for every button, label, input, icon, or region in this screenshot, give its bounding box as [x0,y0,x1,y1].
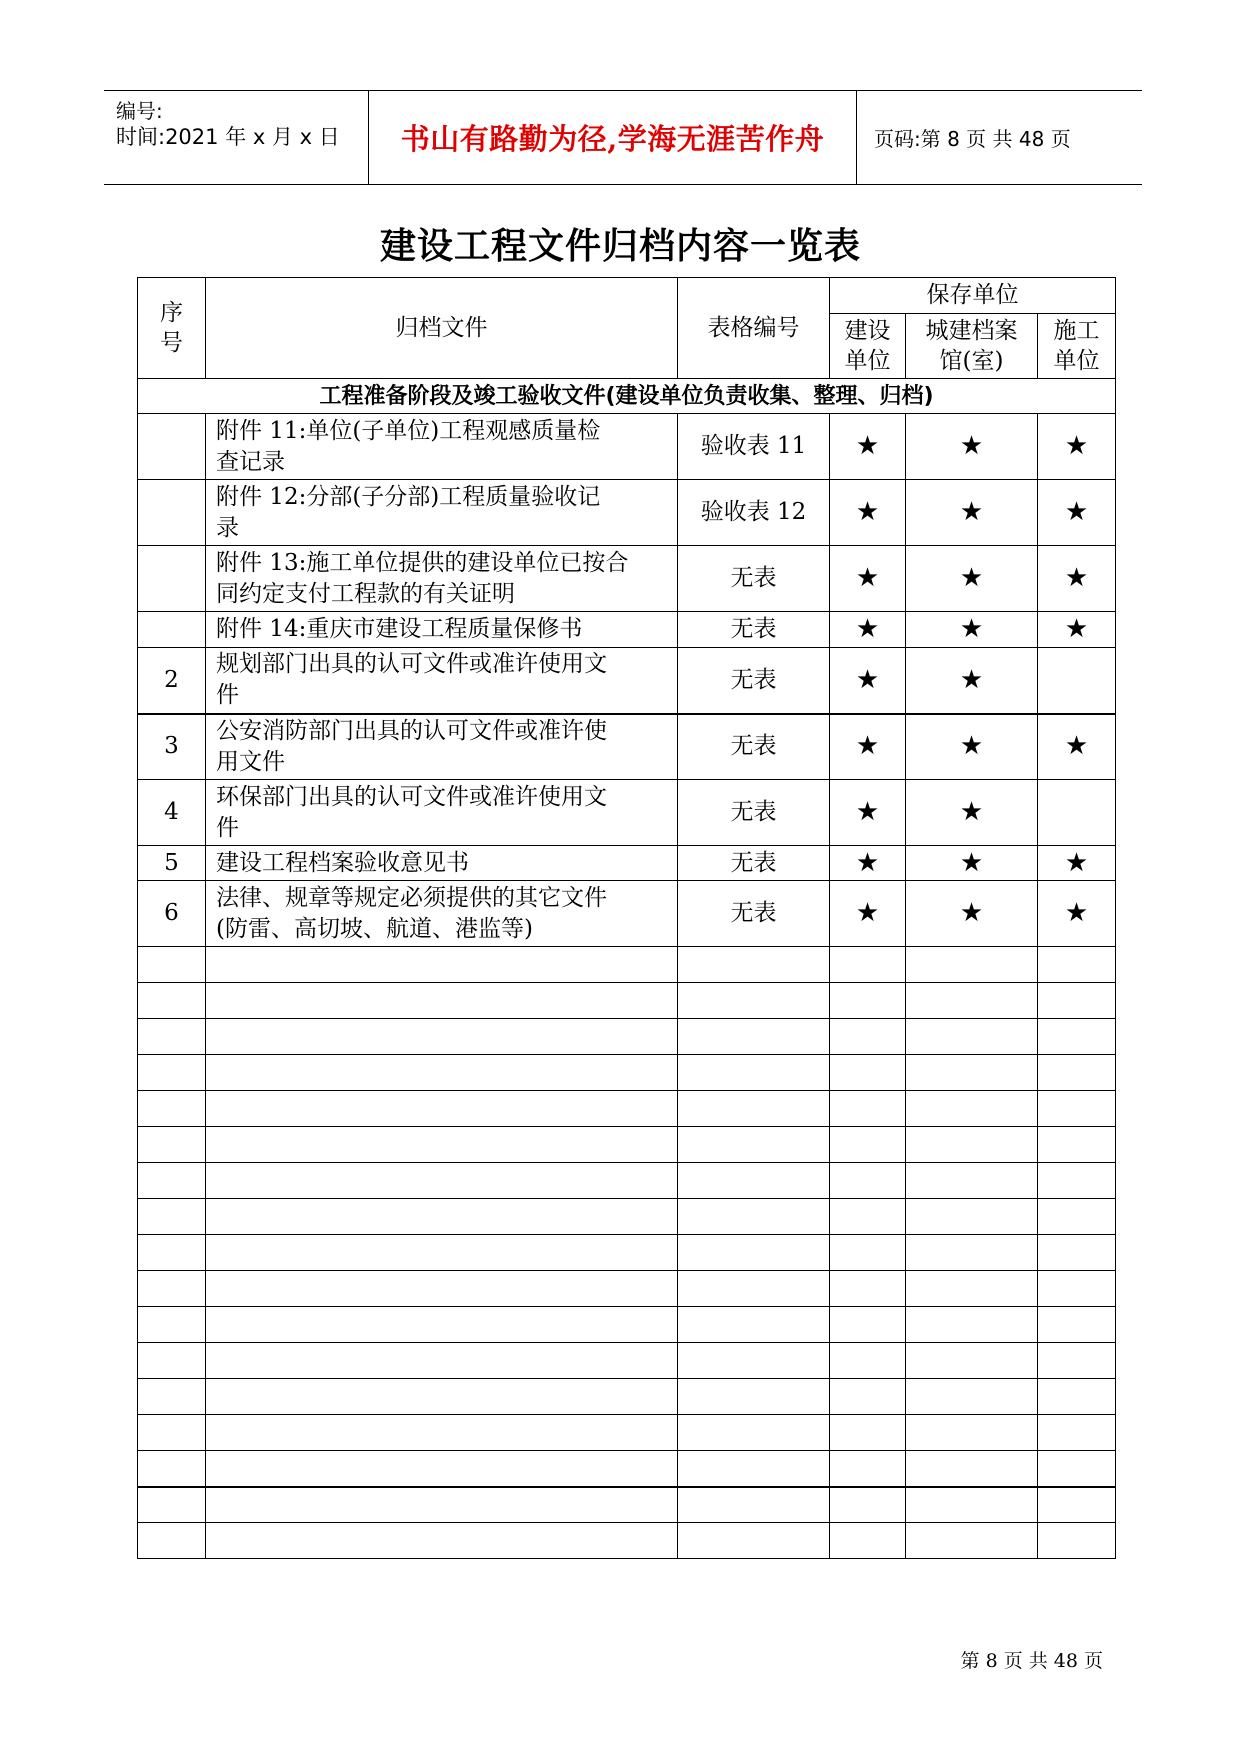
star-icon: ★ [906,648,1038,714]
star-icon: ★ [1038,881,1116,947]
row-seq [138,612,206,648]
empty-cell [906,1487,1038,1523]
star-icon: ★ [906,480,1038,546]
empty-cell [678,947,830,983]
row-doc-line1: 附件 12:分部(子分部)工程质量验收记 [216,483,601,510]
row-doc-line2: 同约定支付工程款的有关证明 [216,580,515,607]
star-icon: ★ [906,546,1038,612]
star-icon [1038,780,1116,846]
col-unit1-header [830,314,906,379]
star-icon: ★ [906,612,1038,648]
empty-cell [678,1415,830,1451]
empty-cell [138,1451,206,1487]
empty-cell [1038,1127,1116,1163]
section-row [138,379,1116,414]
empty-cell [678,1199,830,1235]
empty-cell [678,1451,830,1487]
empty-cell [906,1127,1038,1163]
row-form: 无表 [678,612,830,648]
col-unit2-line1: 城建档案 [925,318,1018,344]
empty-cell [906,1307,1038,1343]
col-seq-header [138,278,206,379]
table-row [138,648,1116,714]
empty-cell [206,1055,678,1091]
empty-cell [138,1127,206,1163]
row-form: 无表 [678,546,830,612]
row-seq: 5 [138,846,206,881]
table-row [138,780,1116,846]
empty-cell [138,1343,206,1379]
row-doc [206,780,678,846]
empty-cell [206,1415,678,1451]
empty-cell [906,1415,1038,1451]
empty-cell [138,947,206,983]
row-form: 无表 [678,648,830,714]
star-icon: ★ [830,780,906,846]
empty-cell [1038,1271,1116,1307]
row-doc-line1: 附件 11:单位(子单位)工程观感质量检 [216,417,601,444]
row-doc [206,648,678,714]
empty-row [138,1271,1116,1307]
empty-cell [830,1307,906,1343]
star-icon: ★ [830,546,906,612]
empty-cell [678,1379,830,1415]
empty-cell [906,1235,1038,1271]
row-doc [206,846,678,881]
empty-cell [1038,1523,1116,1559]
empty-cell [678,1235,830,1271]
row-doc-line2: 用文件 [216,748,285,775]
empty-cell [830,1127,906,1163]
empty-cell [206,1235,678,1271]
col-unit3-line2: 单位 [1053,348,1100,374]
empty-row [138,1307,1116,1343]
empty-cell [138,1271,206,1307]
col-unit1-line2: 单位 [844,348,891,374]
star-icon [1038,648,1116,714]
empty-cell [206,1451,678,1487]
empty-cell [206,1487,678,1523]
empty-row [138,1199,1116,1235]
empty-row [138,1091,1116,1127]
empty-row [138,1163,1116,1199]
empty-cell [1038,1235,1116,1271]
empty-cell [206,1127,678,1163]
empty-cell [830,1343,906,1379]
table-row [138,546,1116,612]
star-icon: ★ [830,648,906,714]
empty-cell [830,1271,906,1307]
empty-cell [678,1271,830,1307]
empty-cell [678,1523,830,1559]
empty-row [138,1055,1116,1091]
row-doc [206,714,678,780]
col-unit2-line2: 馆(室) [939,348,1004,374]
col-seq-header-line1: 序 [160,300,183,326]
empty-cell [830,1415,906,1451]
row-doc [206,881,678,947]
empty-cell [678,1055,830,1091]
empty-cell [906,1523,1038,1559]
empty-cell [1038,1415,1116,1451]
empty-row [138,1127,1116,1163]
row-doc [206,480,678,546]
col-keep-header: 保存单位 [830,278,1116,314]
row-doc [206,546,678,612]
empty-cell [678,1307,830,1343]
table-row [138,414,1116,480]
row-doc-line1: 法律、规章等规定必须提供的其它文件 [216,884,607,911]
empty-cell [138,1091,206,1127]
empty-cell [830,1235,906,1271]
empty-row [138,1451,1116,1487]
table-row [138,612,1116,648]
star-icon: ★ [830,612,906,648]
empty-cell [1038,1091,1116,1127]
time-label: 时间:2021 年 x 月 x 日 [116,125,340,149]
row-seq [138,546,206,612]
row-doc-line1: 规划部门出具的认可文件或准许使用文 [216,651,607,678]
row-doc-line1: 公安消防部门出具的认可文件或准许使 [216,717,607,744]
empty-cell [1038,1163,1116,1199]
empty-cell [830,1451,906,1487]
star-icon: ★ [906,780,1038,846]
empty-cell [906,1091,1038,1127]
star-icon: ★ [830,414,906,480]
empty-cell [830,1019,906,1055]
col-unit3-header [1038,314,1116,379]
empty-cell [906,1019,1038,1055]
row-form: 无表 [678,714,830,780]
empty-cell [830,1379,906,1415]
row-doc-line1: 附件 14:重庆市建设工程质量保修书 [216,616,583,642]
row-doc-line2: (防雷、高切坡、航道、港监等) [216,915,533,942]
empty-cell [138,1163,206,1199]
row-doc-line2: 件 [216,682,239,709]
empty-cell [206,1199,678,1235]
empty-cell [206,1307,678,1343]
page-header [104,90,1142,185]
empty-cell [206,1343,678,1379]
empty-row [138,1235,1116,1271]
star-icon: ★ [1038,546,1116,612]
section-title: 工程准备阶段及竣工验收文件(建设单位负责收集、整理、归档) [138,379,1116,414]
empty-cell [830,983,906,1019]
empty-cell [830,1199,906,1235]
row-seq: 2 [138,648,206,714]
empty-cell [678,1163,830,1199]
empty-cell [906,1451,1038,1487]
archive-table [137,277,1116,1559]
empty-cell [1038,1019,1116,1055]
empty-row [138,1379,1116,1415]
empty-cell [206,1271,678,1307]
empty-cell [1038,983,1116,1019]
empty-cell [906,947,1038,983]
header-motto: 书山有路勤为径,学海无涯苦作舟 [369,91,857,184]
empty-row [138,983,1116,1019]
empty-cell [678,1487,830,1523]
star-icon: ★ [830,480,906,546]
row-form: 无表 [678,846,830,881]
table-row [138,714,1116,780]
empty-cell [206,1091,678,1127]
empty-cell [678,1019,830,1055]
empty-cell [906,1343,1038,1379]
row-form: 验收表 11 [678,414,830,480]
row-doc-line2: 查记录 [216,448,285,475]
empty-cell [830,1055,906,1091]
empty-cell [206,947,678,983]
empty-cell [138,1307,206,1343]
star-icon: ★ [906,881,1038,947]
row-form: 无表 [678,780,830,846]
star-icon: ★ [906,714,1038,780]
row-doc-line1: 建设工程档案验收意见书 [216,849,469,876]
empty-cell [830,1163,906,1199]
empty-cell [1038,1343,1116,1379]
empty-cell [206,1019,678,1055]
empty-cell [906,1163,1038,1199]
header-page-code: 页码:第 8 页 共 48 页 [874,127,1071,151]
empty-cell [1038,1307,1116,1343]
star-icon: ★ [906,846,1038,881]
empty-cell [678,983,830,1019]
empty-cell [138,1487,206,1523]
empty-row [138,1523,1116,1559]
empty-row [138,1343,1116,1379]
row-seq: 3 [138,714,206,780]
number-label: 编号: [116,99,163,123]
empty-cell [206,1379,678,1415]
empty-row [138,1487,1116,1523]
empty-cell [830,1091,906,1127]
empty-cell [678,1343,830,1379]
star-icon: ★ [1038,612,1116,648]
empty-cell [206,983,678,1019]
row-seq [138,414,206,480]
empty-cell [906,1271,1038,1307]
empty-cell [1038,1199,1116,1235]
empty-cell [206,1523,678,1559]
empty-cell [1038,947,1116,983]
row-seq: 6 [138,881,206,947]
row-doc-line1: 附件 13:施工单位提供的建设单位已按合 [216,549,629,576]
empty-cell [1038,1451,1116,1487]
col-unit1-line1: 建设 [844,318,891,344]
row-form: 验收表 12 [678,480,830,546]
empty-cell [138,1415,206,1451]
empty-row [138,947,1116,983]
empty-cell [138,1523,206,1559]
row-seq: 4 [138,780,206,846]
empty-cell [678,1091,830,1127]
empty-cell [906,1055,1038,1091]
empty-cell [206,1163,678,1199]
empty-cell [1038,1379,1116,1415]
header-row-1 [138,278,1116,314]
row-form: 无表 [678,881,830,947]
empty-cell [830,947,906,983]
col-unit2-header [906,314,1038,379]
star-icon: ★ [830,881,906,947]
row-doc [206,414,678,480]
star-icon: ★ [1038,714,1116,780]
empty-cell [830,1487,906,1523]
empty-cell [138,1379,206,1415]
row-seq [138,480,206,546]
empty-cell [138,1055,206,1091]
empty-cell [906,1199,1038,1235]
row-doc-line2: 件 [216,814,239,841]
empty-cell [138,1019,206,1055]
header-meta [104,91,369,184]
row-doc [206,612,678,648]
col-form-header: 表格编号 [678,278,830,379]
page-footer: 第 8 页 共 48 页 [960,1650,1103,1672]
star-icon: ★ [1038,414,1116,480]
star-icon: ★ [1038,480,1116,546]
star-icon: ★ [1038,846,1116,881]
col-seq-header-line2: 号 [160,330,183,356]
empty-row [138,1019,1116,1055]
table-row [138,846,1116,881]
star-icon: ★ [906,414,1038,480]
empty-cell [906,1379,1038,1415]
star-icon: ★ [830,714,906,780]
document-title: 建设工程文件归档内容一览表 [379,225,861,267]
table-row [138,881,1116,947]
row-doc-line1: 环保部门出具的认可文件或准许使用文 [216,783,607,810]
empty-cell [1038,1055,1116,1091]
empty-cell [138,983,206,1019]
empty-cell [1038,1487,1116,1523]
empty-row [138,1415,1116,1451]
row-doc-line2: 录 [216,514,239,541]
table-row [138,480,1116,546]
col-unit3-line1: 施工 [1053,318,1100,344]
empty-cell [678,1127,830,1163]
empty-cell [830,1523,906,1559]
empty-cell [138,1199,206,1235]
col-doc-header: 归档文件 [206,278,678,379]
star-icon: ★ [830,846,906,881]
empty-cell [906,983,1038,1019]
empty-cell [138,1235,206,1271]
